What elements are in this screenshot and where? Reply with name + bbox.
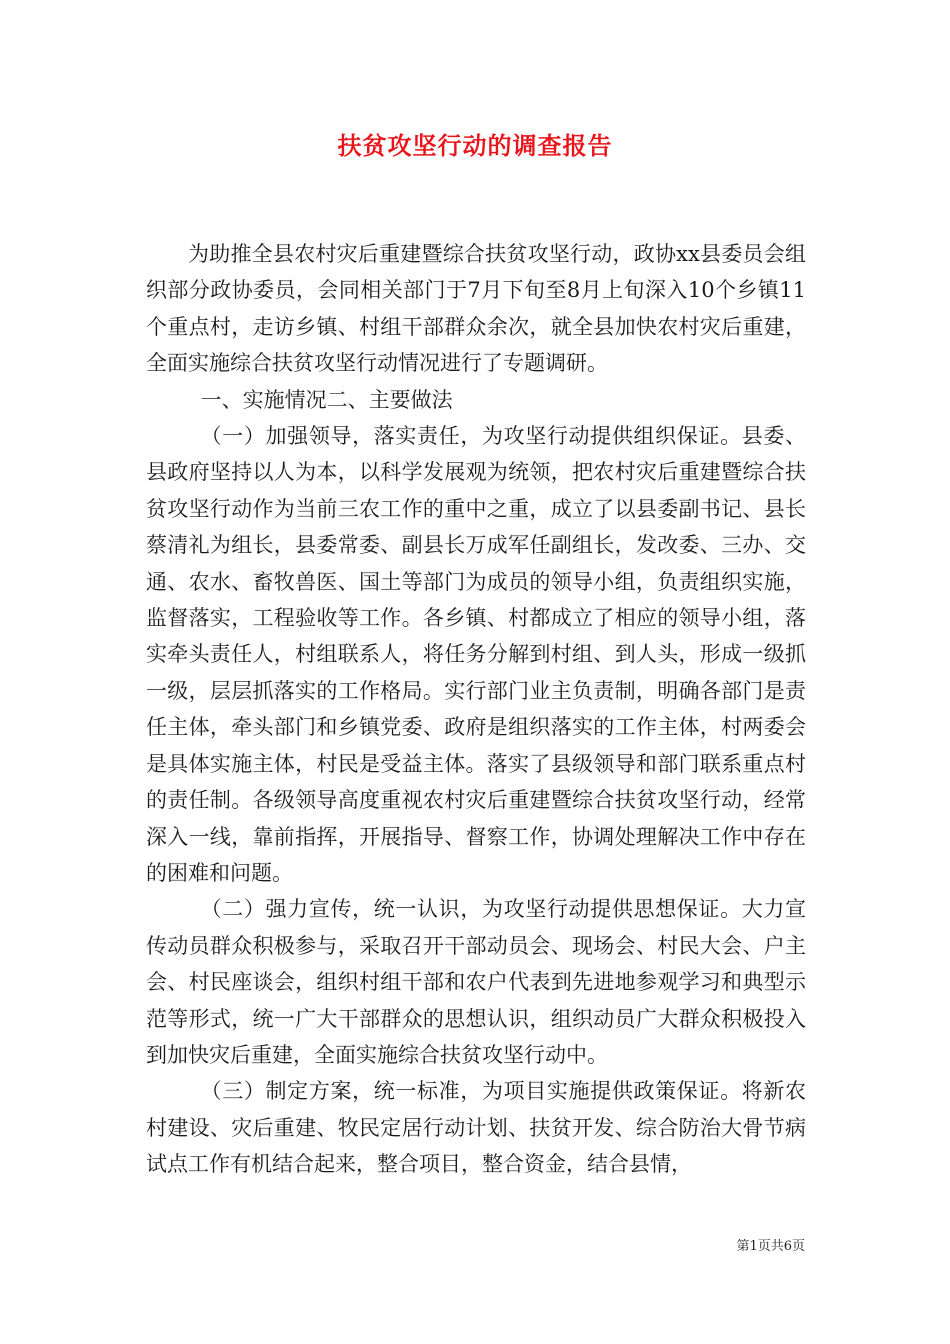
document-title: 扶贫攻坚行动的调查报告 (337, 131, 613, 160)
paragraph-intro: 为助推全县农村灾后重建暨综合扶贫攻坚行动，政协xx县委员会组织部分政协委员，会同相关部门于7月下旬至8月上旬深入10个乡镇11个重点村，走访乡镇、村组干部群众余次，就全县加快农村灾后重建，全面实施综合扶贫攻坚行动情况进行了专题调研。 (146, 242, 806, 376)
section-heading: 一、实施情况二、主要做法 (200, 387, 453, 412)
document-body (146, 236, 806, 1183)
paragraph-item-3: （三）制定方案，统一标准，为项目实施提供政策保证。将新农村建设、灾后重建、牧民定居行动计划、扶贫开发、综合防治大骨节病试点工作有机结合起来，整合项目，整合资金，结合县情， (146, 1079, 806, 1177)
paragraph-item-2: （二）强力宣传，统一认识，为攻坚行动提供思想保证。大力宣传动员群众积极参与，采取召开干部动员会、现场会、村民大会、户主会、村民座谈会，组织村组干部和农户代表到先进地参观学习和典型示范等形式，统一广大干部群众的思想认识，组织动员广大群众积极投入到加快灾后重建，全面实施综合扶贫攻坚行动中。 (146, 897, 806, 1067)
paragraph-item-1: （一）加强领导，落实责任，为攻坚行动提供组织保证。县委、县政府坚持以人为本，以科学发展观为统领，把农村灾后重建暨综合扶贫攻坚行动作为当前三农工作的重中之重，成立了以县委副书记、县长蔡清礼为组长，县委常委、副县长万成军任副组长，发改委、三办、交通、农水、畜牧兽医、国土等部门为成员的领导小组，负责组织实施，监督落实，工程验收等工作。各乡镇、村都成立了相应的领导小组，落实牵头责任人，村组联系人，将任务分解到村组、到人头，形成一级抓一级，层层抓落实的工作格局。实行部门业主负责制，明确各部门是责任主体，牵头部门和乡镇党委、政府是组织落实的工作主体，村两委会是具体实施主体，村民是受益主体。落实了县级领导和部门联系重点村的责任制。各级领导高度重视农村灾后重建暨综合扶贫攻坚行动，经常深入一线，靠前指挥，开展指导、督察工作，协调处理解决工作中存在的困难和问题。 (146, 424, 806, 885)
page-number: 第1页共6页 (736, 1239, 805, 1254)
